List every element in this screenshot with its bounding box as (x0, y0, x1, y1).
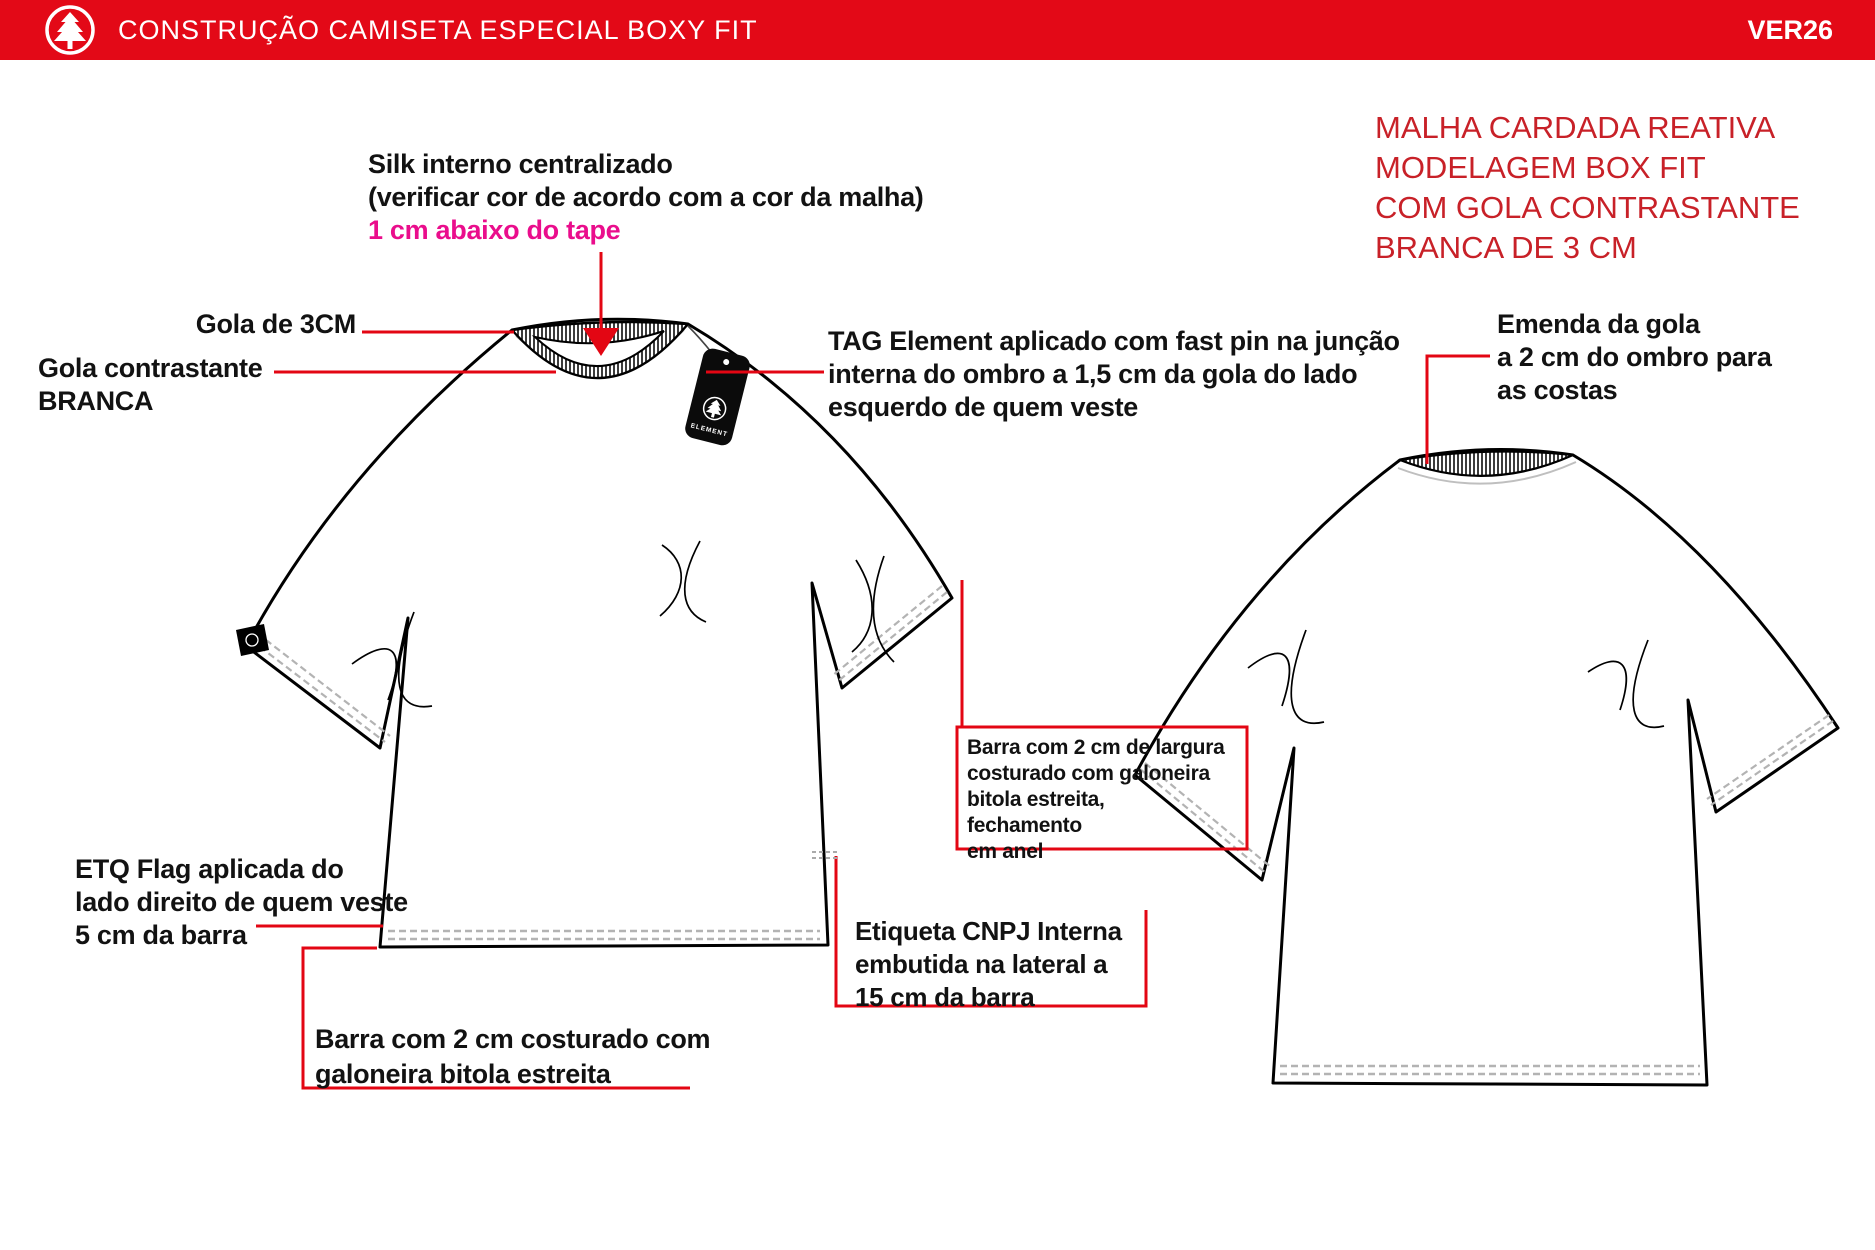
tag-element-note: TAG Element aplicado com fast pin na junção interna do ombro a 1,5 cm da gola do lado esquerdo de quem veste (828, 326, 1400, 422)
silk-note-highlight: 1 cm abaixo do tape (368, 215, 621, 245)
back-body-outline (1135, 450, 1838, 1085)
cnpj-note: Etiqueta CNPJ Interna embutida na lateral a 15 cm da barra (855, 916, 1122, 1012)
hang-tag-brand-text: ELEMENT (689, 422, 729, 439)
fabric-spec-note: MALHA CARDADA REATIVA MODELAGEM BOX FIT COM GOLA CONTRASTANTE BRANCA DE 3 CM (1375, 110, 1800, 265)
silk-note: Silk interno centralizado (verificar cor de acordo com a cor da malha) 1 cm abaixo do tape (368, 149, 924, 245)
back-view-drawing (1135, 450, 1838, 1085)
emenda-note: Emenda da gola a 2 cm do ombro para as costas (1497, 309, 1772, 405)
barra-costurado-note: Barra com 2 cm costurado com galoneira bitola estreita (315, 1024, 711, 1089)
page-title: CONSTRUÇÃO CAMISETA ESPECIAL BOXY FIT (118, 14, 758, 45)
emenda-leader (1427, 356, 1490, 464)
header (0, 0, 1875, 60)
etq-flag-note: ETQ Flag aplicada do lado direito de quem veste 5 cm da barra (75, 854, 408, 950)
gola-3cm-note: Gola de 3CM (195, 309, 356, 339)
gola-contrastante-note: Gola contrastante BRANCA (38, 353, 263, 416)
element-logo (44, 4, 96, 56)
barra-largura-note: Barra com 2 cm de largura costurado com galoneira bitola estreita, fechamento em anel (967, 736, 1225, 863)
version-badge: VER26 (1747, 14, 1833, 45)
